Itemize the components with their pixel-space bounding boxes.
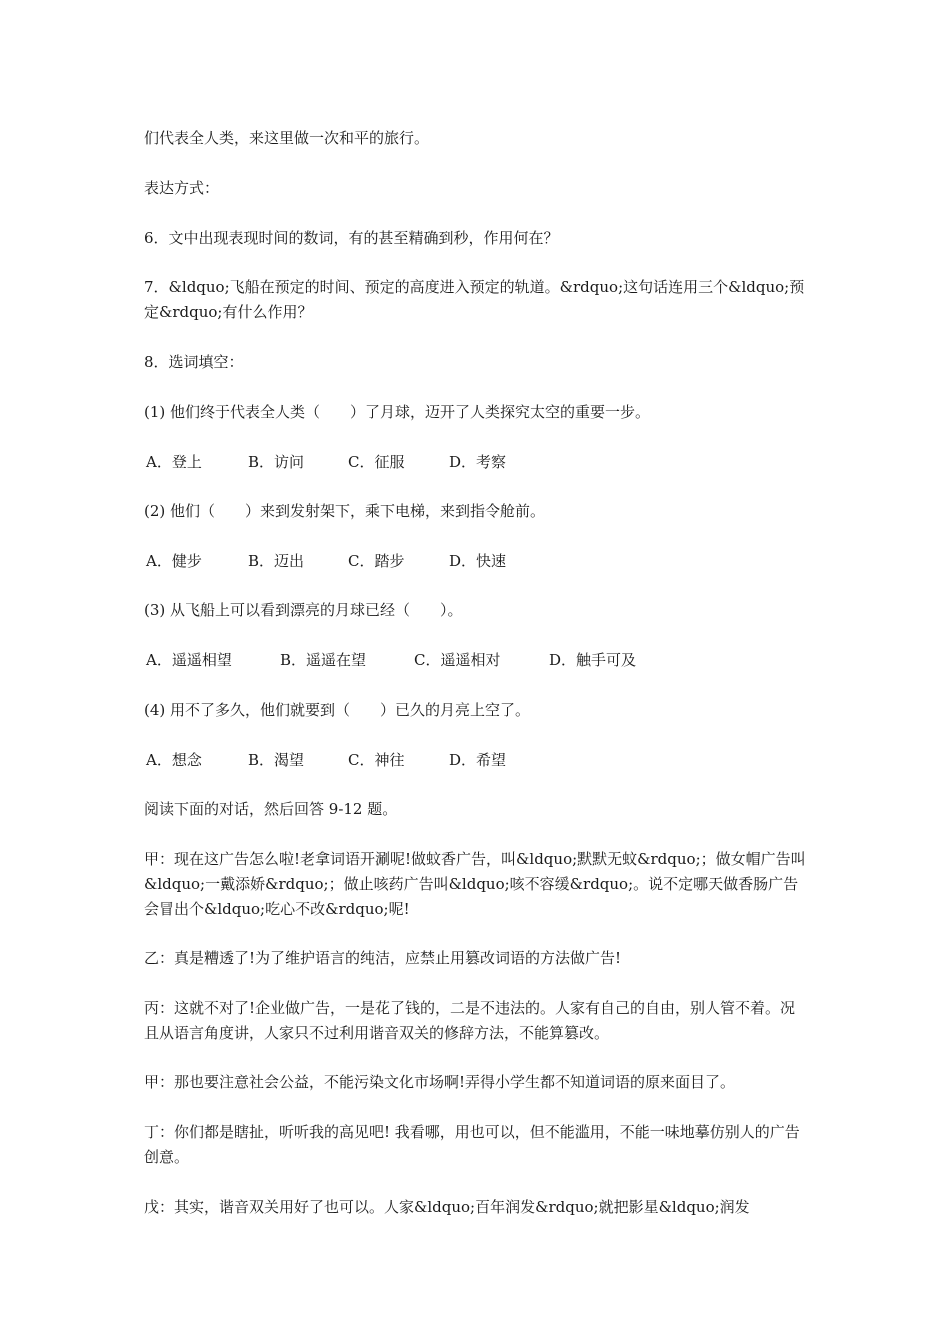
option-b: B．渴望	[248, 751, 305, 769]
reading-instruction: 阅读下面的对话，然后回答 9-12 题。	[144, 800, 398, 818]
dialogue-bing: 丙：这就不对了!企业做广告，一是花了钱的，二是不违法的。人家有自己的自由，别人管不着。况且从语言角度讲，人家只不过利用谐音双关的修辞方法，不能算篡改。	[144, 999, 796, 1042]
option-b: B．迈出	[248, 552, 305, 570]
sub-question-4: (4) 用不了多久，他们就要到（ ）已久的月亮上空了。	[144, 701, 531, 719]
text-line: 们代表全人类，来这里做一次和平的旅行。	[144, 129, 430, 147]
option-c: C．踏步	[348, 552, 405, 570]
option-d: D．快速	[449, 552, 507, 570]
option-a: A．遥遥相望	[146, 651, 232, 669]
question-8: 8．选词填空：	[144, 353, 244, 371]
dialogue-yi: 乙：真是糟透了!为了维护语言的纯洁，应禁止用篡改词语的方法做广告!	[144, 949, 622, 967]
option-c: C．征服	[348, 453, 405, 471]
option-d: D．希望	[449, 751, 507, 769]
dialogue-jia-1: 甲：现在这广告怎么啦!老拿词语开涮呢!做蚊香广告，叫&ldquo;默默无蚊&rdquo;；做女帽广告叫&ldquo;一戴添娇&rdquo;；做止咳药广告叫&ldquo;咳不容缓&rdquo;。说不定哪天做香肠广告会冒出个&ldquo;吃心不改&rdquo;呢!	[144, 850, 806, 918]
option-b: B．遥遥在望	[280, 651, 367, 669]
sub-question-3: (3) 从飞船上可以看到漂亮的月球已经（ ）。	[144, 601, 463, 619]
option-a: A．登上	[146, 453, 202, 471]
question-7: 7．&ldquo;飞船在预定的时间、预定的高度进入预定的轨道。&rdquo;这句话连用三个&ldquo;预定&rdquo;有什么作用？	[144, 278, 805, 321]
section-heading: 表达方式：	[144, 179, 220, 197]
option-b: B．访问	[248, 453, 305, 471]
dialogue-ding: 丁：你们都是瞎扯，听听我的高见吧! 我看哪，用也可以，但不能滥用，不能一味地摹仿别人的广告创意。	[144, 1123, 800, 1166]
option-c: C．遥遥相对	[414, 651, 501, 669]
sub-question-2: (2) 他们（ ）来到发射架下，乘下电梯，来到指令舱前。	[144, 502, 546, 520]
dialogue-wu: 戊：其实，谐音双关用好了也可以。人家&ldquo;百年润发&rdquo;就把影星&ldquo;润发	[144, 1198, 750, 1216]
question-6: 6．文中出现表现时间的数词，有的甚至精确到秒，作用何在？	[144, 229, 559, 247]
sub-question-1: (1) 他们终于代表全人类（ ）了月球，迈开了人类探究太空的重要一步。	[144, 403, 651, 421]
option-c: C．神往	[348, 751, 405, 769]
option-d: D．触手可及	[549, 651, 637, 669]
option-a: A．想念	[146, 751, 202, 769]
option-d: D．考察	[449, 453, 507, 471]
option-a: A．健步	[146, 552, 202, 570]
dialogue-jia-2: 甲：那也要注意社会公益，不能污染文化市场啊!弄得小学生都不知道词语的原来面目了。	[144, 1073, 736, 1091]
